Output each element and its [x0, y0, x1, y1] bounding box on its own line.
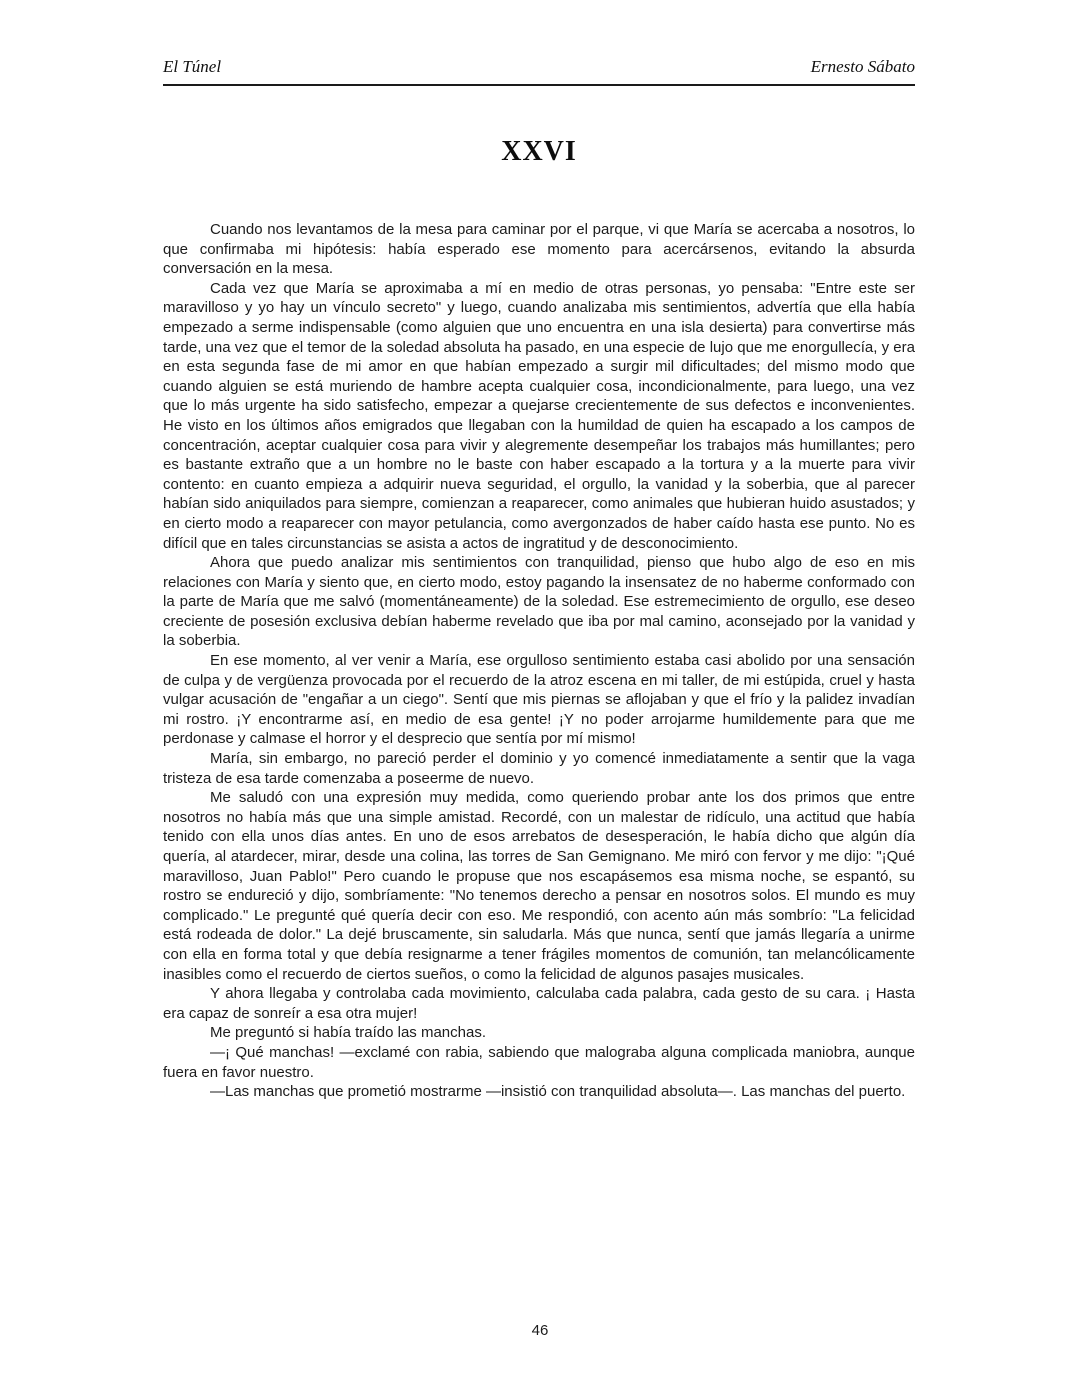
paragraph: Me preguntó si había traído las manchas. [210, 1024, 486, 1042]
paragraph: Y ahora llegaba y controlaba cada movimiento, calculaba cada palabra, cada gesto de su cara. ¡ Hasta era capaz de sonreír a esa otra mujer! [163, 985, 915, 1022]
book-title: El Túnel [163, 57, 222, 76]
author-name: Ernesto Sábato [810, 57, 915, 76]
header-divider [163, 84, 915, 86]
paragraph: Cada vez que María se aproximaba a mí en medio de otras personas, yo pensaba: "Entre este ser maravilloso y yo hay un vínculo secreto" y luego, cuando analizaba mis sentimientos, advertía que ella había empezado a serme indispensable (como alguien que uno encuentra en una isla desierta) para convertirse más tarde, una vez que el temor de la soledad absoluta ha pasado, en una especie de lujo que me enorgullecía, y era en esta segunda fase de mi amor en que habían empezado a surgir mil dificultades; del mismo modo que cuando alguien se está muriendo de hambre acepta cualquier cosa, incondicionalmente, para luego, una vez que lo más urgente ha sido satisfecho, empezar a quejarse crecientemente de sus defectos e inconvenientes. He visto en los últimos años emigrados que llegaban con la humildad de quien ha escapado a los campos de concentración, aceptar cualquier cosa para vivir y alegremente desempeñar los trabajos más humillantes; pero es bastante extraño que a un hombre no le baste con haber escapado a la tortura y a la muerte para vivir contento: en cuanto empieza a adquirir nueva seguridad, el orgullo, la vanidad y la soberbia, que al parecer habían sido aniquilados para siempre, comienzan a reaparecer, como animales que hubieran huido asustados; y en cierto modo a reaparecer con mayor petulancia, como avergonzados de haber caído hasta ese punto. No es difícil que en tales circunstancias se asista a actos de ingratitud y de desconocimiento. [163, 279, 915, 552]
paragraph: María, sin embargo, no pareció perder el dominio y yo comencé inmediatamente a sentir que la vaga tristeza de esa tarde comenzaba a poseerme de nuevo. [163, 750, 915, 787]
paragraph: Cuando nos levantamos de la mesa para caminar por el parque, vi que María se acercaba a nosotros, lo que confirmaba mi hipótesis: había esperado ese momento para acercársenos, evitando la absurda conversación en la mesa. [163, 221, 915, 278]
paragraph: En ese momento, al ver venir a María, ese orgulloso sentimiento estaba casi abolido por una sensación de culpa y de vergüenza provocada por el recuerdo de la atroz escena en mi taller, de mi estúpida, cruel y hasta vulgar acusación de "engañar a un ciego". Sentí que mis piernas se aflojaban y que el frío y la palidez invadían mi rostro. ¡Y encontrarme así, en medio de esa gente! ¡Y no poder arrojarme humildemente para que me perdonase y calmase el horror y el desprecio que sentía por mí mismo! [163, 652, 915, 748]
page-number: 46 [531, 1322, 549, 1339]
paragraph: Me saludó con una expresión muy medida, como queriendo probar ante los dos primos que entre nosotros no había más que una simple amistad. Recordé, con un malestar de ridículo, una actitud que había tenido con ella unos días antes. En uno de esos arrebatos de desesperación, le había dicho que algún día quería, al atardecer, mirar, desde una colina, las torres de San Gemignano. Me miró con fervor y me dijo: "¡Qué maravilloso, Juan Pablo!" Pero cuando le propuse que nos escapásemos esa misma noche, se espantó, su rostro se endureció y dijo, sombríamente: "No tenemos derecho a pensar en nosotros solos. El mundo es muy complicado." Le pregunté qué quería decir con eso. Me respondió, con acento aún más sombrío: "La felicidad está rodeada de dolor." La dejé bruscamente, sin saludarla. Más que nunca, sentí que jamás llegaría a unirme con ella en forma total y que debía resignarme a tener frágiles momentos de comunión, tan melancólicamente inasibles como el recuerdo de ciertos sueños, o como la felicidad de algunos pasajes musicales. [163, 789, 915, 983]
running-header [163, 57, 915, 77]
paragraph: —¡ Qué manchas! —exclamé con rabia, sabiendo que malograba alguna complicada maniobra, aunque fuera en favor nuestro. [163, 1043, 915, 1081]
chapter-body [163, 220, 915, 1102]
paragraph: —Las manchas que prometió mostrarme —insistió con tranquilidad absoluta—. Las manchas del puerto. [210, 1083, 906, 1101]
chapter-title: XXVI [501, 136, 577, 167]
paragraph: Ahora que puedo analizar mis sentimientos con tranquilidad, pienso que hubo algo de eso en mis relaciones con María y siento que, en cierto modo, estoy pagando la insensatez de no haberme conformado con la parte de María que me salvó (momentáneamente) de la soledad. Ese estremecimiento de orgullo, ese deseo creciente de posesión exclusiva debían haberme revelado que iba por mal camino, aconsejado por la vanidad y la soberbia. [163, 554, 915, 650]
